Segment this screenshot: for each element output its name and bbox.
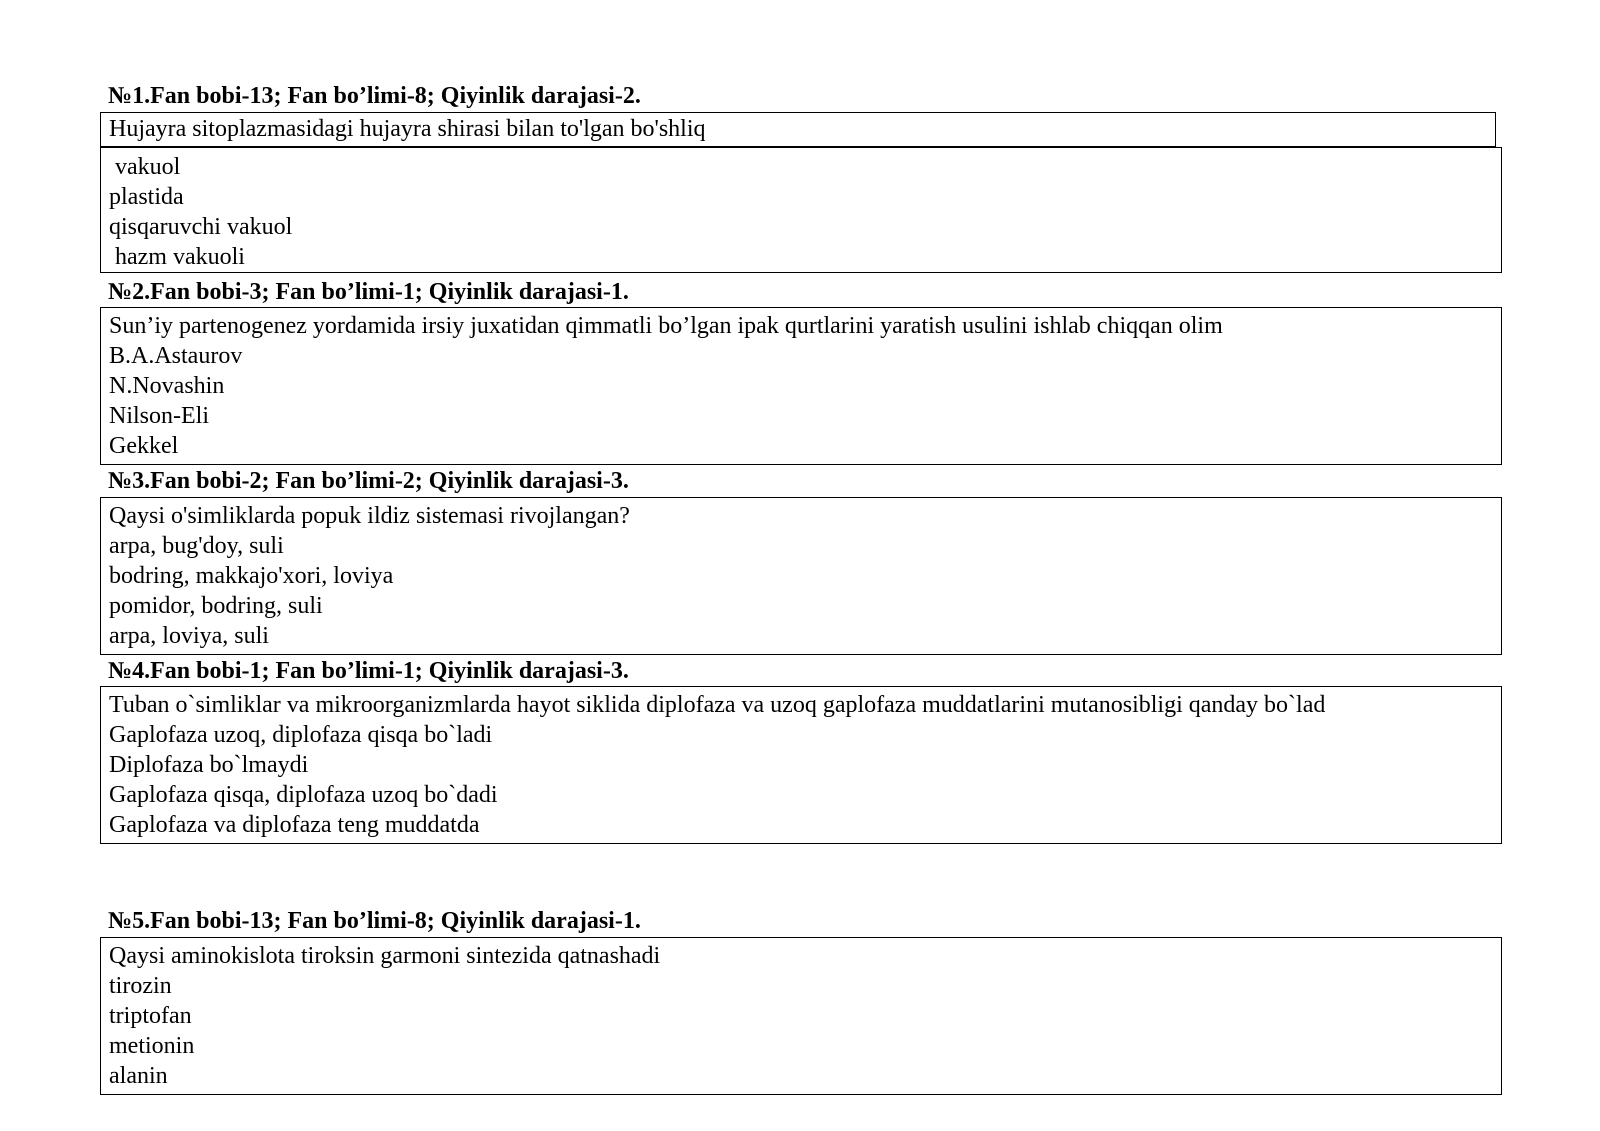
question-5-option-4: alanin [109,1063,168,1089]
question-3-option-4: arpa, loviya, suli [109,623,269,649]
question-5-box [100,937,1502,1095]
question-3-box [100,497,1502,655]
question-1-option-3: qisqaruvchi vakuol [109,214,293,240]
question-1-option-1: vakuol [109,154,181,180]
question-1-stem-box [100,112,1496,147]
question-5-option-3: metionin [109,1033,195,1059]
question-2-option-3: Nilson-Eli [109,403,209,429]
question-3-option-2: bodring, makkajo'xori, loviya [109,563,394,589]
question-3-option-3: pomidor, bodring, suli [109,593,323,619]
question-5-heading: №5.Fan bobi-13; Fan bo’limi-8; Qiyinlik darajasi-1. [108,908,641,934]
question-1-option-2: plastida [109,184,184,210]
question-4-box [100,686,1502,844]
question-2-option-1: B.A.Astaurov [109,343,243,369]
question-5-option-1: tirozin [109,973,172,999]
question-4-option-1: Gaplofaza uzoq, diplofaza qisqa bo`ladi [109,722,493,748]
question-2-option-4: Gekkel [109,433,179,459]
question-4-heading: №4.Fan bobi-1; Fan bo’limi-1; Qiyinlik darajasi-3. [108,658,629,684]
question-3-option-1: arpa, bug'doy, suli [109,533,284,559]
question-2-option-2: N.Novashin [109,373,225,399]
question-1-options-box [100,147,1502,273]
question-2-box [100,307,1502,465]
question-4-stem: Tuban o`simliklar va mikroorganizmlarda hayot siklida diplofaza va uzoq gaplofaza muddatlarini mutanosibligi qanday bo`lad [109,692,1326,718]
question-1-heading: №1.Fan bobi-13; Fan bo’limi-8; Qiyinlik darajasi-2. [108,83,641,109]
question-5-stem: Qaysi aminokislota tiroksin garmoni sintezida qatnashadi [109,943,661,969]
question-4-option-2: Diplofaza bo`lmaydi [109,752,309,778]
question-5-option-2: triptofan [109,1003,192,1029]
question-2-stem: Sun’iy partenogenez yordamida irsiy juxatidan qimmatli bo’lgan ipak qurtlarini yaratish usulini ishlab chiqqan olim [109,313,1223,339]
question-2-heading: №2.Fan bobi-3; Fan bo’limi-1; Qiyinlik darajasi-1. [108,279,629,305]
question-1-stem: Hujayra sitoplazmasidagi hujayra shirasi bilan to'lgan bo'shliq [109,116,706,142]
question-1-option-4: hazm vakuoli [109,244,245,270]
question-3-stem: Qaysi o'simliklarda popuk ildiz sistemasi rivojlangan? [109,503,630,529]
question-3-heading: №3.Fan bobi-2; Fan bo’limi-2; Qiyinlik darajasi-3. [108,468,629,494]
question-4-option-3: Gaplofaza qisqa, diplofaza uzoq bo`dadi [109,782,498,808]
question-4-option-4: Gaplofaza va diplofaza teng muddatda [109,812,480,838]
